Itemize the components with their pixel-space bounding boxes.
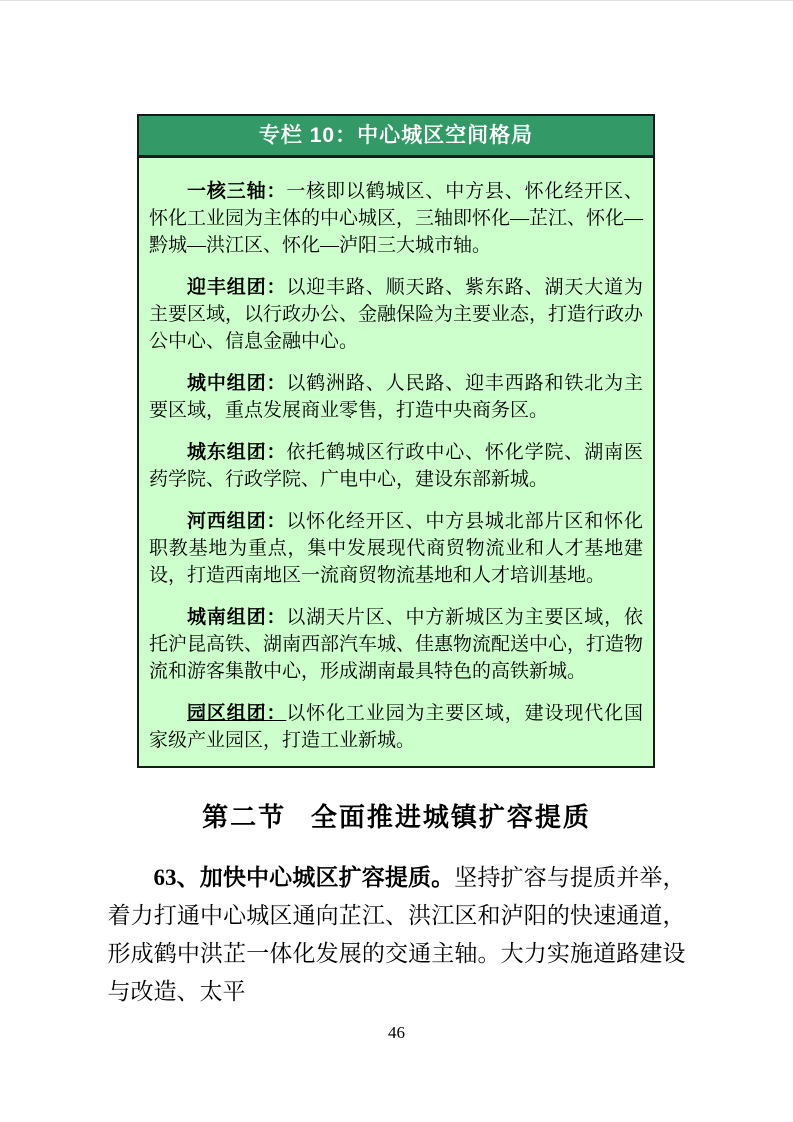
paragraph-leader: 城东组团： <box>187 442 287 463</box>
paragraph-text: 以迎丰路、顺天路、紫东路、湖天大道为主要区域，以行政办公、金融保险为主要业态，打造行政办公中心、信息金融中心。 <box>149 277 644 352</box>
section-label: 第二节 <box>202 803 287 832</box>
panel-paragraph <box>149 274 643 355</box>
section-title: 全面推进城镇扩容提质 <box>310 803 591 832</box>
paragraph-text: 以怀化工业园为主要区域，建设现代化国家级产业园区，打造工业新城。 <box>149 703 643 751</box>
paragraph-leader: 迎丰组团： <box>187 277 287 298</box>
section-heading <box>0 797 793 834</box>
paragraph-leader: 河西组团： <box>187 511 287 532</box>
page-number: 46 <box>388 1023 405 1042</box>
panel-paragraph <box>149 700 643 754</box>
panel-paragraph <box>149 178 643 259</box>
panel-paragraph <box>149 370 643 424</box>
paragraph-text: 以湖天片区、中方新城区为主要区域，依托沪昆高铁、湖南西部汽车城、佳惠物流配送中心，打造物流和游客集散中心，形成湖南最具特色的高铁新城。 <box>149 607 644 682</box>
panel-paragraph <box>149 604 643 685</box>
panel-paragraph <box>149 508 643 589</box>
paragraph-lead: 63、加快中心城区扩容提质。 <box>153 865 455 890</box>
column-panel-title: 专栏 10：中心城区空间格局 <box>139 116 653 158</box>
column-panel <box>137 114 655 768</box>
paragraph-text: 依托鹤城区行政中心、怀化学院、湖南医药学院、行政学院、广电中心，建设东部新城。 <box>149 442 643 490</box>
body-paragraph <box>108 859 686 1011</box>
paragraph-text: 一核即以鹤城区、中方县、怀化经开区、怀化工业园为主体的中心城区，三轴即怀化—芷江、怀化—黔城—洪江区、怀化—泸阳三大城市轴。 <box>149 181 644 256</box>
paragraph-leader: 城中组团： <box>187 373 287 394</box>
panel-paragraph <box>149 439 643 493</box>
paragraph-leader: 园区组团： <box>187 703 287 724</box>
paragraph-text: 以怀化经开区、中方县城北部片区和怀化职教基地为重点，集中发展现代商贸物流业和人才基地建设，打造西南地区一流商贸物流基地和人才培训基地。 <box>149 511 643 586</box>
paragraph-leader: 城南组团： <box>187 607 287 628</box>
column-panel-body <box>139 158 653 766</box>
paragraph-leader: 一核三轴： <box>187 181 287 202</box>
paragraph-body-text: 坚持扩容与提质并举，着力打通中心城区通向芷江、洪江区和泸阳的快速通道，形成鹤中洪芷一体化发展的交通主轴。大力实施道路建设与改造、太平 <box>107 865 686 1004</box>
paragraph-text: 以鹤洲路、人民路、迎丰西路和铁北为主要区域，重点发展商业零售，打造中央商务区。 <box>149 373 643 421</box>
